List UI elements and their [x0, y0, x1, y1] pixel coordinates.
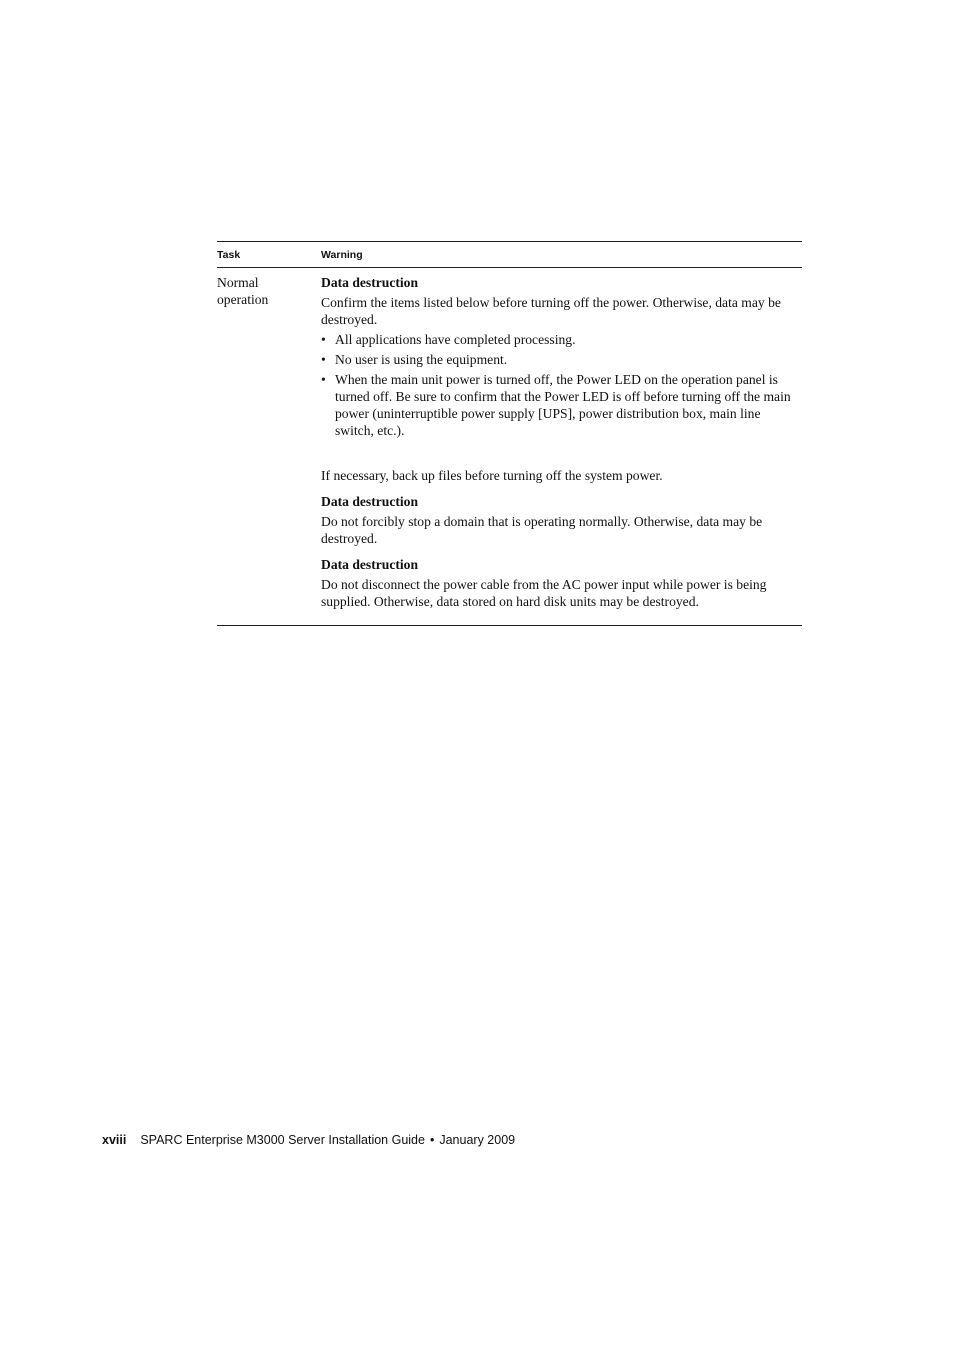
warning-title: Data destruction	[321, 494, 419, 509]
task-line: operation	[217, 292, 269, 307]
warning-cell	[321, 274, 791, 610]
bullet-icon: •	[321, 332, 326, 347]
safety-table	[217, 241, 802, 626]
warning-title: Data destruction	[321, 275, 419, 290]
list-item-text: All applications have completed processing.	[335, 332, 576, 347]
footer-separator: •	[429, 1133, 435, 1147]
warning-intro: Confirm the items listed below before turning off the power. Otherwise, data may be destroyed.	[321, 295, 781, 327]
bullet-icon: •	[321, 372, 326, 387]
table-header-row	[217, 242, 802, 268]
page-footer	[102, 1133, 515, 1147]
list-item	[321, 331, 791, 348]
list-item	[321, 371, 791, 439]
warning-block	[321, 274, 791, 439]
bullet-icon: •	[321, 352, 326, 367]
warning-text: Do not disconnect the power cable from the AC power input while power is being supplied. Otherwise, data stored on hard disk units may be destroyed.	[321, 577, 767, 609]
task-cell	[217, 274, 313, 308]
warning-block	[321, 556, 791, 610]
warning-block	[321, 493, 791, 547]
document-date: January 2009	[439, 1133, 516, 1147]
page-number: xviii	[102, 1133, 127, 1147]
backup-note: If necessary, back up files before turning off the system power.	[321, 468, 663, 483]
task-line: Normal	[217, 275, 259, 290]
list-item-text: No user is using the equipment.	[335, 352, 508, 367]
column-header-warning: Warning	[321, 249, 363, 261]
warning-checklist	[321, 331, 791, 439]
column-header-task: Task	[217, 249, 241, 261]
document-title: SPARC Enterprise M3000 Server Installation Guide	[140, 1133, 425, 1147]
warning-text: Do not forcibly stop a domain that is operating normally. Otherwise, data may be destroyed.	[321, 514, 763, 546]
table-row	[217, 268, 802, 625]
list-item-text: When the main unit power is turned off, the Power LED on the operation panel is turned off. Be sure to confirm that the Power LED is off before turning off the main power (uninterruptible power supply [UPS], power distribution box, main line switch, etc.).	[335, 372, 791, 438]
list-item	[321, 351, 791, 368]
warning-title: Data destruction	[321, 557, 419, 572]
